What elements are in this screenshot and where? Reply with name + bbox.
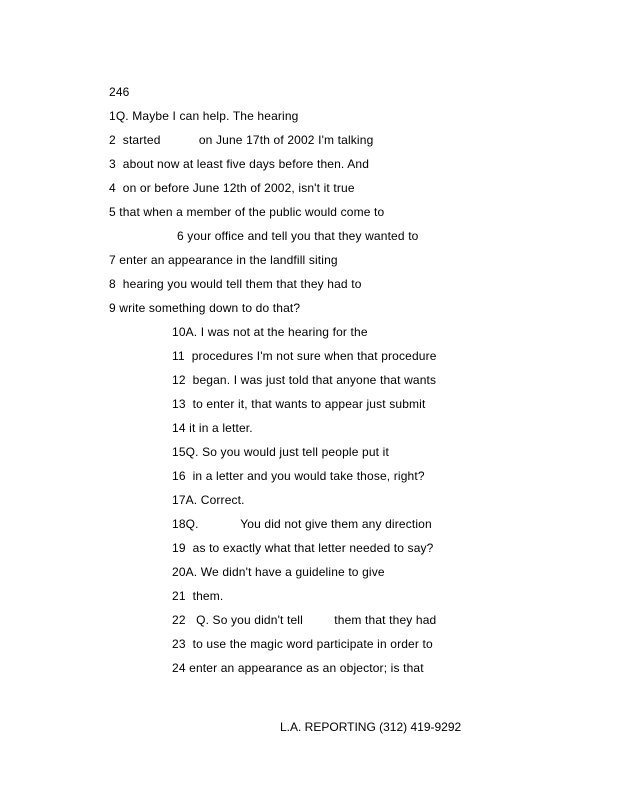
transcript-line-8: 8 hearing you would tell them that they had to xyxy=(109,277,362,291)
transcript-line-19: 19 as to exactly what that letter needed to say? xyxy=(172,541,434,555)
transcript-line-10: 10A. I was not at the hearing for the xyxy=(172,325,368,339)
transcript-line-20: 20A. We didn't have a guideline to give xyxy=(172,565,385,579)
transcript-line-12: 12 began. I was just told that anyone that wants xyxy=(172,373,437,387)
transcript-line-9: 9 write something down to do that? xyxy=(109,301,301,315)
transcript-line-6: 6 your office and tell you that they wanted to xyxy=(177,229,419,243)
transcript-line-16: 16 in a letter and you would take those, right? xyxy=(172,469,425,483)
transcript-line-5: 5 that when a member of the public would come to xyxy=(109,205,385,219)
transcript-line-17: 17A. Correct. xyxy=(172,493,245,507)
transcript-line-4: 4 on or before June 12th of 2002, isn't it true xyxy=(109,181,355,195)
transcript-line-18: 18Q. You did not give them any direction xyxy=(172,517,432,531)
transcript-line-7: 7 enter an appearance in the landfill siting xyxy=(109,253,338,267)
transcript-line-13: 13 to enter it, that wants to appear just submit xyxy=(172,397,426,411)
page-number: 246 xyxy=(109,85,130,99)
transcript-line-2: 2 started on June 17th of 2002 I'm talking xyxy=(109,133,374,147)
transcript-line-23: 23 to use the magic word participate in order to xyxy=(172,637,433,651)
reporter-footer: L.A. REPORTING (312) 419-9292 xyxy=(280,720,462,734)
transcript-line-22: 22 Q. So you didn't tell them that they had xyxy=(172,613,437,627)
transcript-line-15: 15Q. So you would just tell people put it xyxy=(172,445,389,459)
transcript-line-14: 14 it in a letter. xyxy=(172,421,253,435)
transcript-line-3: 3 about now at least five days before then. And xyxy=(109,157,370,171)
transcript-line-24: 24 enter an appearance as an objector; is that xyxy=(172,661,424,675)
transcript-line-11: 11 procedures I'm not sure when that procedure xyxy=(172,349,437,363)
transcript-line-21: 21 them. xyxy=(172,589,224,603)
transcript-line-1: 1Q. Maybe I can help. The hearing xyxy=(109,109,299,123)
